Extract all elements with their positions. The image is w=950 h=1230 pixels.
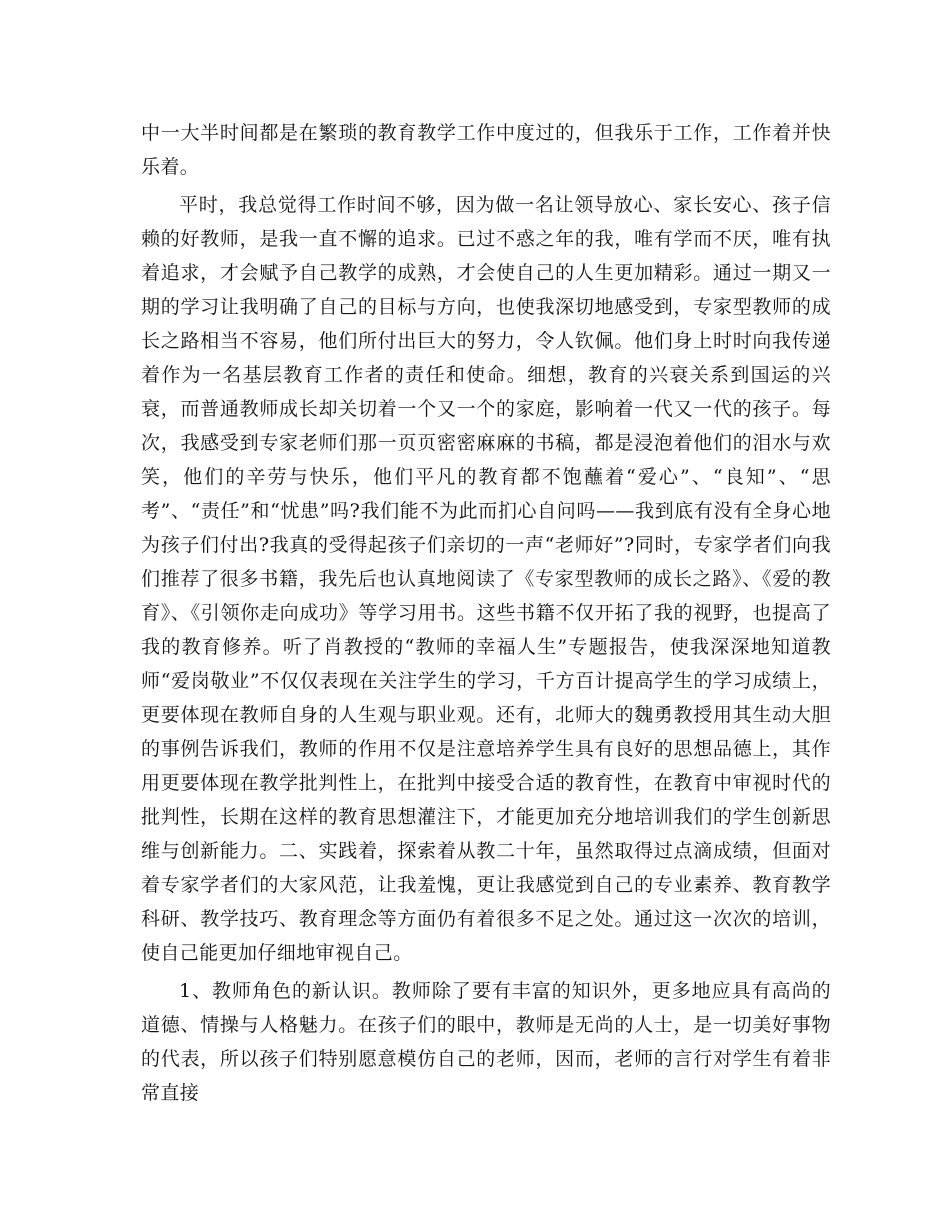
document-body [141,116,831,1114]
paragraph-2: 平时，我总觉得工作时间不够，因为做一名让领导放心、家长安心、孩子信赖的好教师，是我一直不懈的追求。已过不惑之年的我，唯有学而不厌，唯有执着追求，才会赋予自己教学的成熟，才会使自己的人生更加精彩。通过一期又一期的学习让我明确了自己的目标与方向，也使我深切地感受到，专家型教师的成长之路相当不容易，他们所付出巨大的努力，令人钦佩。他们身上时时向我传递着作为一名基层教育工作者的责任和使命。细想，教育的兴衰关系到国运的兴衰，而普通教师成长却关切着一个又一个的家庭，影响着一代又一代的孩子。每次，我感受到专家老师们那一页页密密麻麻的书稿，都是浸泡着他们的泪水与欢笑，他们的辛劳与快乐，他们平凡的教育都不饱蘸着“爱心”、“良知”、“思考”、“责任”和“忧患”吗?我们能不为此而扪心自问吗——我到底有没有全身心地为孩子们付出?我真的受得起孩子们亲切的一声“老师好”?同时，专家学者们向我们推荐了很多书籍，我先后也认真地阅读了《专家型教师的成长之路》、《爱的教育》、《引领你走向成功》等学习用书。这些书籍不仅开拓了我的视野，也提高了我的教育修养。听了肖教授的“教师的幸福人生”专题报告，使我深深地知道教师“爱岗敬业”不仅仅表现在关注学生的学习，千方百计提高学生的学习成绩上，更要体现在教师自身的人生观与职业观。还有，北师大的魏勇教授用其生动大胆的事例告诉我们，教师的作用不仅是注意培养学生具有良好的思想品德上，其作用更要体现在教学批判性上，在批判中接受合适的教育性，在教育中审视时代的批判性，长期在这样的教育思想灌注下，才能更加充分地培训我们的学生创新思维与创新能力。二、实践着，探索着从教二十年，虽然取得过点滴成绩，但面对着专家学者们的大家风范，让我羞愧，更让我感觉到自己的专业素养、教育教学科研、教学技巧、教育理念等方面仍有着很多不足之处。通过这一次次的培训，使自己能更加仔细地审视自己。 [141,194,831,964]
paragraph-1: 中一大半时间都是在繁琐的教育教学工作中度过的，但我乐于工作，工作着并快乐着。 [141,122,831,178]
paragraph-3: 1、教师角色的新认识。教师除了要有丰富的知识外，更多地应具有高尚的道德、情操与人格魅力。在孩子们的眼中，教师是无尚的人士，是一切美好事物的代表，所以孩子们特别愿意模仿自己的老师，因而，老师的言行对学生有着非常直接 [141,980,831,1104]
